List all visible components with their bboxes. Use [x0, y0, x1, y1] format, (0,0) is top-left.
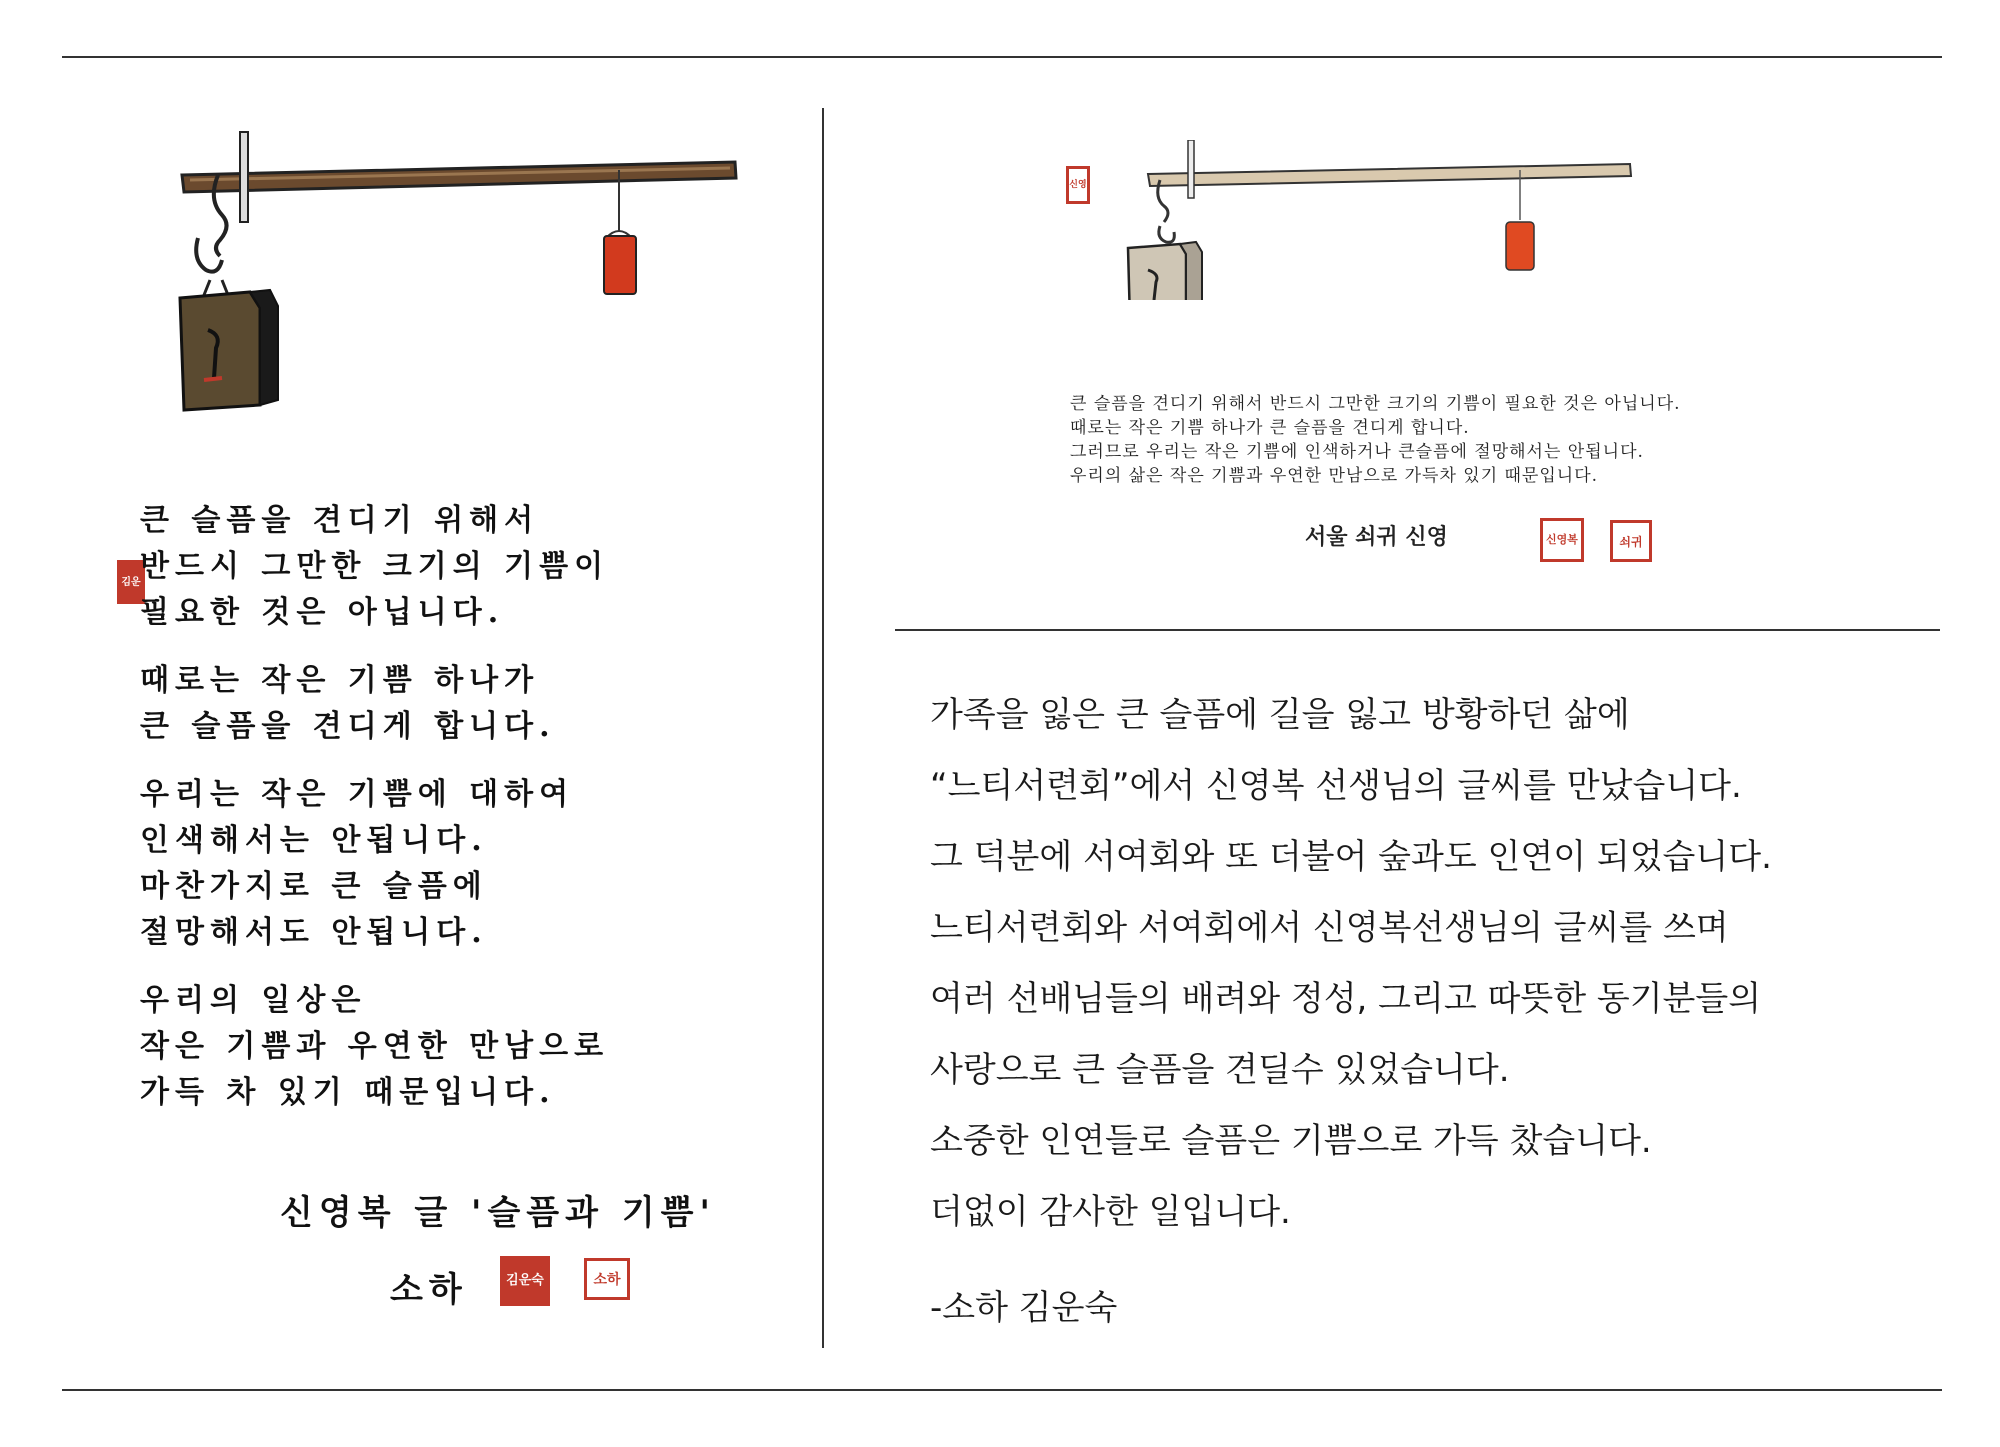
- right-painting-text: [1070, 392, 1810, 488]
- essay-line: 여러 선배님들의 배려와 정성, 그리고 따뜻한 동기분들의: [930, 979, 1762, 1019]
- left-seal-2: 소하: [584, 1258, 630, 1300]
- essay-line: 사랑으로 큰 슬픔을 견딜수 있었습니다.: [930, 1050, 1510, 1090]
- painting-text-line: 우리의 삶은 작은 기쁨과 우연한 만남으로 가득차 있기 때문입니다.: [1070, 466, 1599, 486]
- poem-line: 필요한 것은 아닙니다.: [140, 595, 505, 630]
- poem-stanza-2: [140, 658, 660, 750]
- poem-line: 우리는 작은 기쁨에 대하여: [140, 777, 575, 812]
- right-side-seal: 신영: [1066, 166, 1090, 204]
- left-calligraphy-poem: [140, 498, 660, 1138]
- right-divider: [895, 629, 1940, 631]
- essay-line: 가족을 잃은 큰 슬픔에 길을 잃고 방황하던 삶에: [930, 695, 1630, 735]
- poem-line: 인색해서는 안됩니다.: [140, 823, 488, 858]
- poem-line: 때로는 작은 기쁨 하나가: [140, 663, 540, 698]
- left-signature: 소하: [390, 1270, 468, 1310]
- painting-text-line: 때로는 작은 기쁨 하나가 큰 슬픔을 견디게 합니다.: [1070, 418, 1470, 438]
- poem-line: 큰 슬픔을 견디게 합니다.: [140, 709, 556, 744]
- essay-line: 소중한 인연들로 슬픔은 기쁨으로 가득 찼습니다.: [930, 1121, 1652, 1161]
- right-seal-2: 쇠귀: [1610, 520, 1652, 562]
- left-attribution: 신영복 글 '슬픔과 기쁨': [280, 1193, 716, 1233]
- poem-line: 큰 슬픔을 견디기 위해서: [140, 503, 540, 538]
- poem-stanza-1: [140, 498, 660, 636]
- poem-line: 마찬가지로 큰 슬픔에: [140, 869, 488, 904]
- poem-stanza-4: [140, 978, 660, 1116]
- right-painting-signature: 서울 쇠귀 신영: [1305, 524, 1448, 550]
- right-seal-1: 신영복: [1540, 518, 1584, 562]
- essay-signature: -소하 김운숙: [930, 1288, 1118, 1328]
- left-seal-1: 김운숙: [500, 1256, 550, 1306]
- poem-line: 우리의 일상은: [140, 983, 367, 1018]
- essay-line: “느티서련회”에서 신영복 선생님의 글씨를 만났습니다.: [930, 766, 1742, 806]
- poem-stanza-3: [140, 772, 660, 956]
- bottom-rule: [62, 1389, 1942, 1391]
- poem-line: 작은 기쁨과 우연한 만남으로: [140, 1029, 610, 1064]
- right-scale-painting: [1120, 140, 1640, 300]
- essay-line: 그 덕분에 서여회와 또 더불어 숲과도 인연이 되었습니다.: [930, 837, 1772, 877]
- center-divider: [822, 108, 824, 1348]
- painting-text-line: 그러므로 우리는 작은 기쁨에 인색하거나 큰슬픔에 절망해서는 안됩니다.: [1070, 442, 1644, 462]
- left-side-seal: 김운: [117, 560, 145, 604]
- poem-line: 가득 차 있기 때문입니다.: [140, 1075, 556, 1110]
- top-rule: [62, 56, 1942, 58]
- left-scale-painting: [170, 120, 750, 420]
- painting-text-line: 큰 슬픔을 견디기 위해서 반드시 그만한 크기의 기쁨이 필요한 것은 아닙니다.: [1070, 394, 1681, 414]
- essay-line: 더없이 감사한 일입니다.: [930, 1192, 1291, 1232]
- essay-text: [930, 680, 1930, 1248]
- poem-line: 반드시 그만한 크기의 기쁨이: [140, 549, 610, 584]
- essay-line: 느티서련회와 서여회에서 신영복선생님의 글씨를 쓰며: [930, 908, 1729, 948]
- poem-line: 절망해서도 안됩니다.: [140, 915, 488, 950]
